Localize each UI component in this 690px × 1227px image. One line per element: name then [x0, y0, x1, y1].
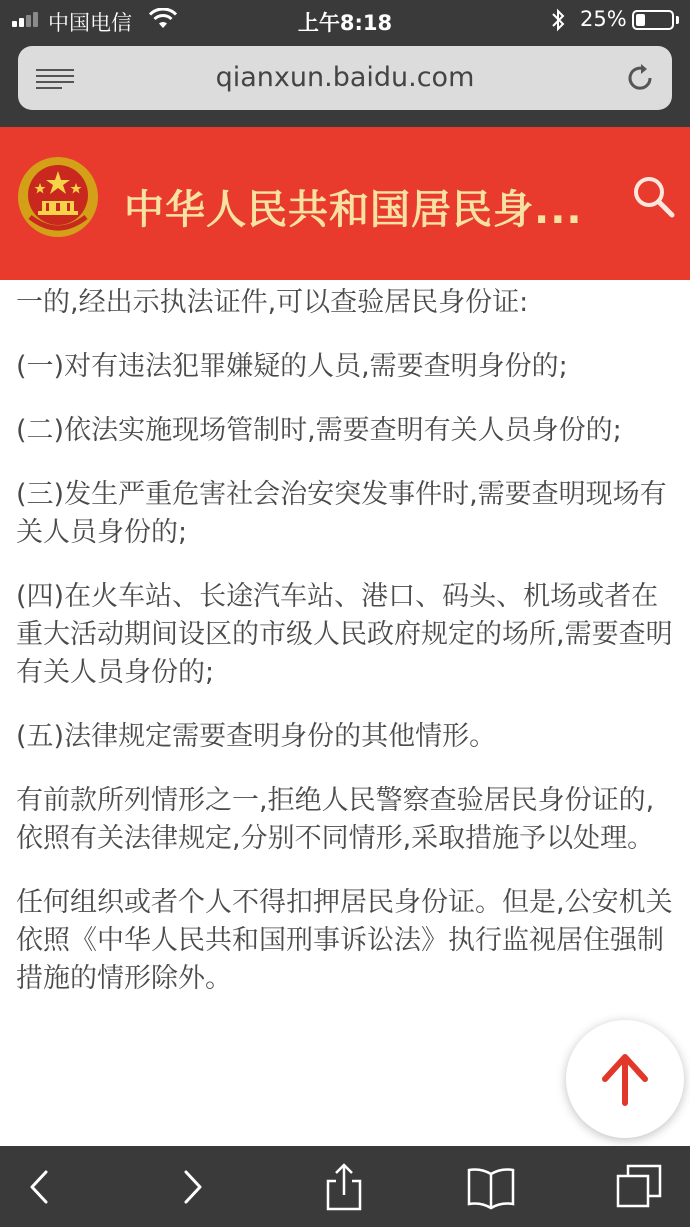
article-paragraph: 任何组织或者个人不得扣押居民身份证。但是,公安机关依照《中华人民共和国刑事诉讼法》执行监视居住强制措施的情形除外。	[16, 887, 673, 994]
share-icon[interactable]	[319, 1162, 369, 1212]
back-icon[interactable]	[14, 1162, 64, 1212]
battery-icon	[632, 10, 674, 30]
carrier-label: 中国电信	[48, 11, 132, 35]
search-icon[interactable]	[630, 173, 678, 221]
site-header	[0, 127, 690, 280]
article-paragraph: (四)在火车站、长途汽车站、港口、码头、机场或者在重大活动期间设区的市级人民政府规定的场所,需要查明有关人员身份的;	[16, 581, 673, 688]
browser-address-bar	[0, 40, 690, 127]
url-field[interactable]	[18, 46, 672, 110]
article-paragraph: (五)法律规定需要查明身份的其他情形。	[16, 721, 497, 752]
status-bar	[0, 0, 690, 40]
article-paragraph: (二)依法实施现场管制时,需要查明有关人员身份的;	[16, 415, 622, 446]
battery-tip	[676, 16, 679, 24]
forward-icon[interactable]	[168, 1162, 218, 1212]
bookmarks-icon[interactable]	[466, 1162, 516, 1212]
reload-icon[interactable]	[624, 62, 656, 94]
browser-toolbar	[0, 1146, 690, 1227]
bluetooth-icon	[550, 8, 566, 32]
article-paragraph: 一的,经出示执法证件,可以查验居民身份证:	[16, 287, 529, 318]
article-paragraph: (一)对有违法犯罪嫌疑的人员,需要查明身份的;	[16, 351, 568, 382]
battery-level	[636, 14, 645, 26]
battery-percentage: 25%	[580, 7, 627, 31]
url-text[interactable]: qianxun.baidu.com	[215, 62, 475, 93]
scroll-to-top-button[interactable]	[566, 1020, 684, 1138]
clock: 上午8:18	[297, 11, 393, 35]
national-emblem-icon	[16, 155, 100, 239]
article-body	[0, 280, 690, 1146]
site-title: 中华人民共和国居民身...	[124, 187, 583, 233]
article-paragraph: 有前款所列情形之一,拒绝人民警察查验居民身份证的,依照有关法律规定,分别不同情形,采取措施予以处理。	[16, 785, 655, 854]
tabs-icon[interactable]	[614, 1162, 664, 1212]
arrow-up-icon	[595, 1049, 655, 1109]
article-paragraph: (三)发生严重危害社会治安突发事件时,需要查明现场有关人员身份的;	[16, 479, 667, 548]
